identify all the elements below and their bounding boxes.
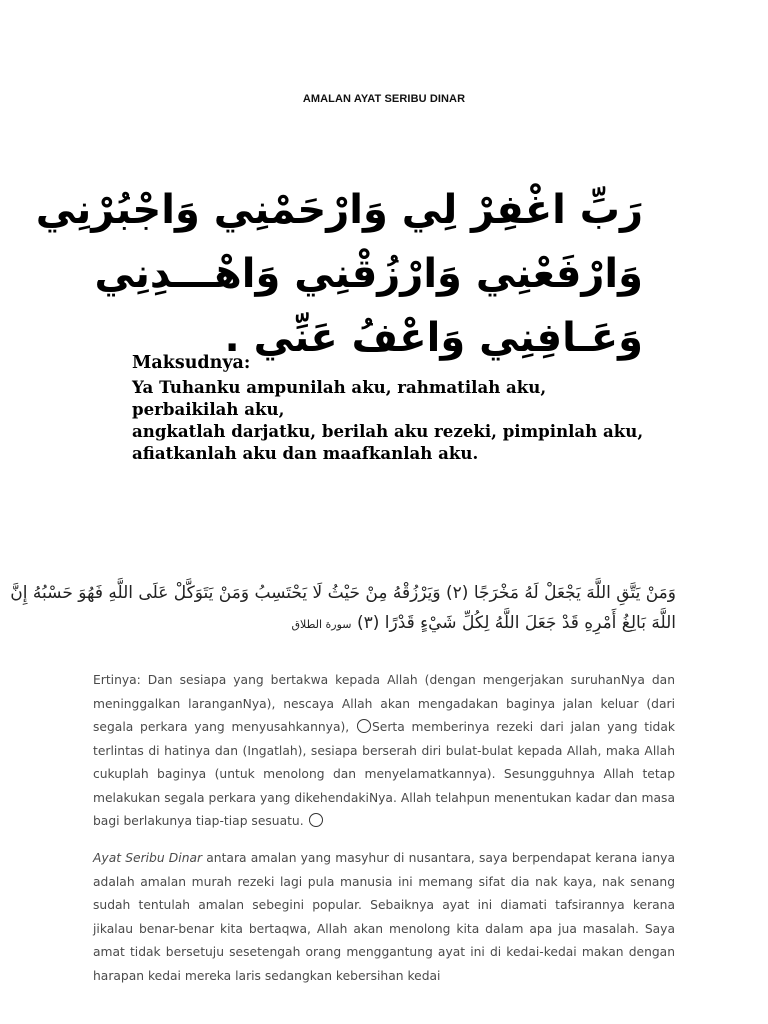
verse-text: اللَّهَ بَالِغُ أَمْرِهِ قَدْ جَعَلَ اللَّهُ لِكُلِّ شَيْءٍ قَدْرًا (٣) xyxy=(356,613,676,633)
doa-arabic-line: وَعَـافِنِي وَاعْفُ عَنِّي . xyxy=(224,315,643,361)
translation-paragraph xyxy=(93,669,675,834)
translation-text-2: Serta memberinya rezeki dari jalan yang tidak terlintas di hatinya dan (Ingatlah), sesiapa berserah diri bulat-bulat kepada Allah, maka Allah cukuplah baginya (untuk menolong dan menyelamatkannya). Sesungguhnya Allah tetap melakukan segala perkara yang dikehendakiNya. Allah telahpun menentukan kadar dan masa bagi berlakunya tiap-tiap sesuatu. xyxy=(93,720,675,828)
document-title: AMALAN AYAT SERIBU DINAR xyxy=(302,93,466,105)
doa-scanned-image xyxy=(35,178,653,468)
verse-marker-icon xyxy=(309,813,323,827)
verse-line-1: وَمَنْ يَتَّقِ اللَّهَ يَجْعَلْ لَهُ مَخْرَجًا (٢) وَيَرْزُقْهُ مِنْ حَيْثُ لَا يَحْتَسِبُ وَمَنْ يَتَوَكَّلْ عَلَى اللَّهِ فَهُوَ حَسْبُهُ إِنَّ xyxy=(10,583,676,603)
maksud-line: angkatlah darjatku, berilah aku rezeki, pimpinlah aku, xyxy=(132,421,644,441)
maksud-line: afiatkanlah aku dan maafkanlah aku. xyxy=(132,443,479,463)
doa-arabic-line: وَارْفَعْنِي وَارْزُقْنِي وَاهْـــدِنِي xyxy=(94,251,643,297)
verse-marker-icon xyxy=(357,719,371,733)
commentary-paragraph xyxy=(93,847,675,988)
maksud-label: Maksudnya: xyxy=(132,353,251,373)
verse-line-2 xyxy=(86,608,676,640)
maksud-line: Ya Tuhanku ampunilah aku, rahmatilah aku, perbaikilah aku, xyxy=(132,377,547,419)
commentary-text: antara amalan yang masyhur di nusantara, saya berpendapat kerana ianya adalah amalan murah rezeki lagi pula manusia ini memang sifat dia nak kaya, nak senang sudah tentulah amalan sebegini popular. Sebaiknya ayat ini diamati tafsirannya kerana jikalau benar-benar kita bertaqwa, Allah akan menolong kita dalam apa jua masalah. Saya amat tidak bersetuju sesetengah orang menggantung ayat ini di kedai-kedai makan dengan harapan kedai mereka laris sedangkan kebersihan kedai xyxy=(93,851,675,983)
surah-name: سورة الطلاق xyxy=(291,618,352,631)
italic-term: Ayat Seribu Dinar xyxy=(93,851,203,865)
quran-verse xyxy=(10,578,676,640)
doa-arabic-line: رَبِّ اغْفِرْ لِي وَارْحَمْنِي وَاجْبُرْنِي xyxy=(35,187,643,233)
maksud-translation xyxy=(132,376,652,464)
translation-text-1: Ertinya: Dan sesiapa yang bertakwa kepada Allah (dengan mengerjakan suruhanNya dan meninggalkan laranganNya), nescaya Allah akan mengadakan baginya jalan keluar (dari segala perkara yang menyusahkannya), xyxy=(93,673,675,734)
